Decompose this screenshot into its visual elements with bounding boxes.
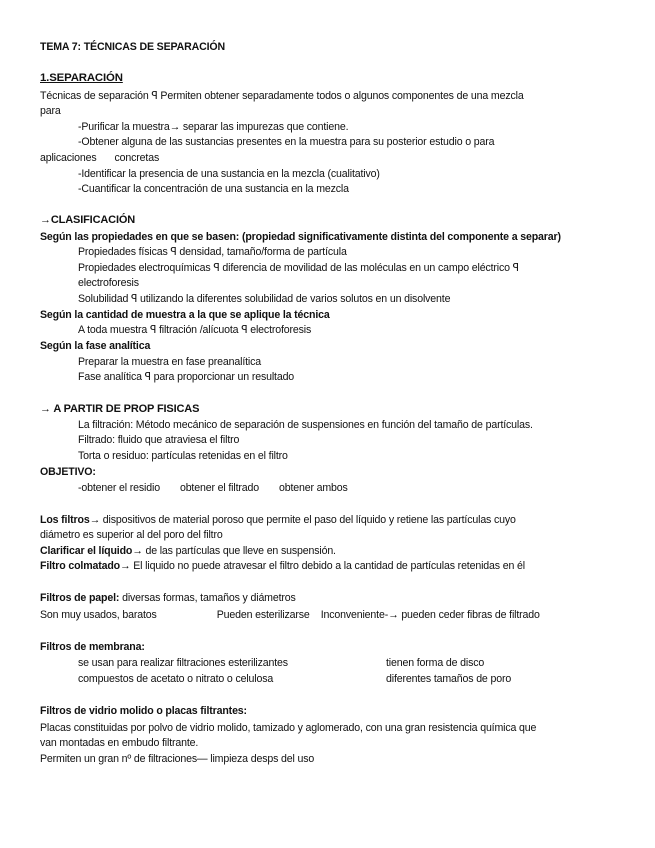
- term: Filtros de papel:: [40, 592, 120, 604]
- feature-row: [78, 673, 511, 686]
- definition: → de las partículas que lleve en suspensión.: [132, 545, 336, 557]
- filter-type-heading: Filtros de membrana:: [40, 641, 145, 653]
- feature: se usan para realizar filtraciones esterilizantes: [78, 657, 288, 669]
- paragraph-line: para: [40, 105, 61, 117]
- criterion-item: Propiedades físicas ꟼ densidad, tamaño/forma de partícula: [78, 246, 347, 258]
- definition-line: [40, 560, 525, 573]
- feature: Inconveniente-→ pueden ceder fibras de filtrado: [320, 609, 540, 621]
- bullet-line: -Obtener alguna de las sustancias presentes en la muestra para su posterior estudio o para: [78, 136, 495, 148]
- objective-options: [78, 482, 348, 495]
- bullet-line-continuation: [40, 152, 159, 165]
- objective-option: obtener ambos: [278, 482, 348, 494]
- feature: tienen forma de disco: [386, 657, 485, 669]
- criterion-item: A toda muestra ꟼ filtración /alícuota ꟼ electroforesis: [78, 324, 312, 336]
- objective-option: -obtener el residio: [78, 482, 160, 494]
- definition-line: [40, 545, 336, 558]
- term: Los filtros: [40, 514, 90, 526]
- section-heading-separacion: 1.SEPARACIÓN: [40, 72, 123, 84]
- feature: diferentes tamaños de poro: [386, 673, 512, 685]
- feature: Son muy usados, baratos: [40, 609, 157, 621]
- criterion-heading: Según la fase analítica: [40, 340, 151, 352]
- definition: → dispositivos de material poroso que permite el paso del líquido y retiene las partículas cuyo: [89, 514, 516, 526]
- criterion-item: Fase analítica ꟼ para proporcionar un resultado: [78, 371, 295, 383]
- paragraph-line: Torta o residuo: partículas retenidas en el filtro: [78, 450, 288, 462]
- feature: compuestos de acetato o nitrato o celulosa: [78, 673, 274, 685]
- paragraph-line: van montadas en embudo filtrante.: [40, 737, 199, 749]
- section-heading-prop-fisicas: → A PARTIR DE PROP FISICAS: [40, 403, 200, 415]
- paragraph-line: Filtrado: fluido que atraviesa el filtro: [78, 434, 240, 446]
- paragraph-line: La filtración: Método mecánico de separación de suspensiones en función del tamaño de partículas.: [78, 419, 533, 431]
- bullet-line: -Cuantificar la concentración de una sustancia en la mezcla: [78, 183, 349, 195]
- definition-line: [40, 514, 516, 527]
- criterion-heading: Según la cantidad de muestra a la que se aplique la técnica: [40, 309, 330, 321]
- paragraph-line: Permiten un gran nº de filtraciones— limpieza desps del uso: [40, 753, 315, 765]
- paragraph-line: Técnicas de separación ꟼ Permiten obtener separadamente todos o algunos componentes de una mezcla: [40, 90, 524, 102]
- objective-label: OBJETIVO:: [40, 466, 96, 478]
- definition: → El liquido no puede atravesar el filtro debido a la cantidad de partículas retenidas en él: [120, 560, 525, 572]
- filter-type-heading: Filtros de vidrio molido o placas filtrantes:: [40, 705, 247, 717]
- paragraph-line: Placas constituidas por polvo de vidrio molido, tamizado y aglomerado, con una gran resistencia química que: [40, 722, 537, 734]
- doc-title: TEMA 7: TÉCNICAS DE SEPARACIÓN: [40, 41, 226, 53]
- feature-row: [78, 657, 484, 670]
- filter-type-heading: [40, 592, 296, 605]
- text-span: aplicaciones: [40, 152, 97, 164]
- criterion-heading: Según las propiedades en que se basen: (propiedad significativamente distinta del componente a separar): [40, 231, 561, 243]
- bullet-line: -Identificar la presencia de una sustancia en la mezcla (cualitativo): [78, 168, 380, 180]
- objective-option: obtener el filtrado: [179, 482, 259, 494]
- section-heading-clasificacion: →CLASIFICACIÓN: [40, 214, 136, 226]
- definition: diversas formas, tamaños y diámetros: [119, 592, 296, 604]
- criterion-item-continuation: electroforesis: [78, 277, 139, 289]
- term: Clarificar el líquido: [40, 545, 133, 557]
- criterion-item: Preparar la muestra en fase preanalítica: [78, 356, 262, 368]
- filter-features: [40, 609, 540, 622]
- feature: Pueden esterilizarse: [216, 609, 310, 621]
- term: Filtro colmatado: [40, 560, 121, 572]
- definition-line: diámetro es superior al del poro del filtro: [40, 529, 223, 541]
- criterion-item: Propiedades electroquímicas ꟼ diferencia de movilidad de las moléculas en un campo eléctrico ꟼ: [78, 262, 519, 274]
- criterion-item: Solubilidad ꟼ utilizando la diferentes solubilidad de varios solutos en un disolvente: [78, 293, 451, 305]
- text-span: concretas: [114, 152, 160, 164]
- bullet-line: -Purificar la muestra→ separar las impurezas que contiene.: [78, 121, 349, 133]
